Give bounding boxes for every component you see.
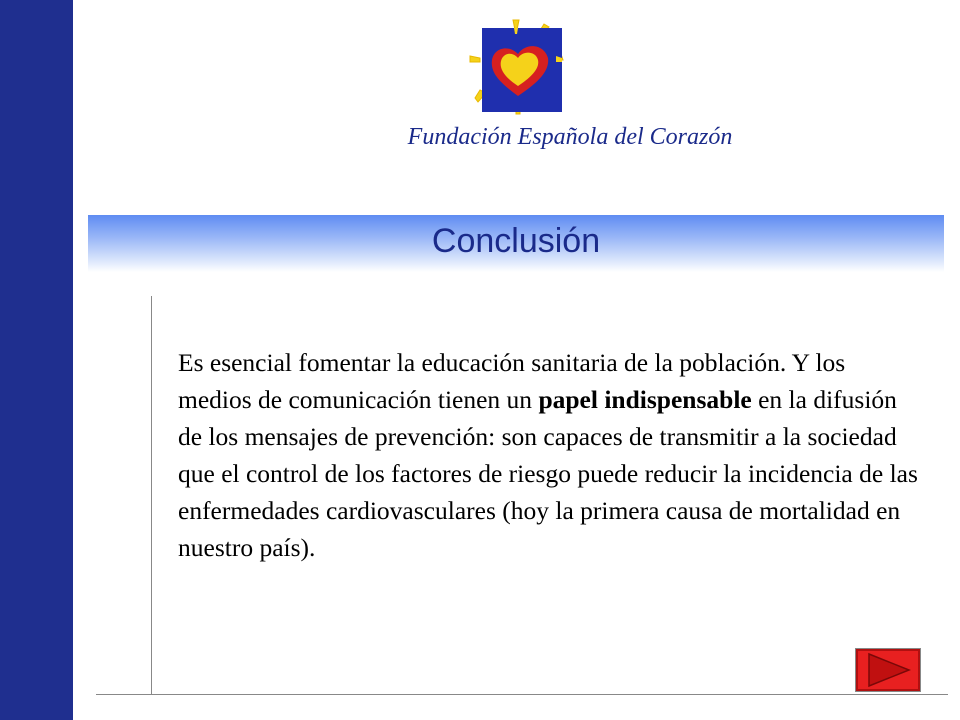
vertical-divider	[151, 296, 152, 694]
slide-title: Conclusión	[431, 222, 601, 260]
slide-body-text	[178, 344, 918, 566]
organization-name: Fundación Española del Corazón	[407, 124, 733, 150]
body-text-part-2: en la difusión de los mensajes de prevención: son capaces de transmitir a la sociedad que el control de los factores de riesgo puede reducir la incidencia de las enfermedades cardiovasculares (hoy la primera causa de mortalidad en nuestro país).	[178, 385, 918, 562]
left-sidebar-bar	[0, 0, 73, 720]
body-text-bold: papel indispensable	[538, 385, 752, 414]
next-slide-button[interactable]	[855, 648, 921, 692]
body-text-part-1: Es esencial fomentar la educación sanitaria de la población. Y los medios de comunicación tienen un	[178, 348, 846, 414]
heart-sun-logo	[466, 18, 572, 116]
horizontal-divider	[96, 694, 948, 695]
